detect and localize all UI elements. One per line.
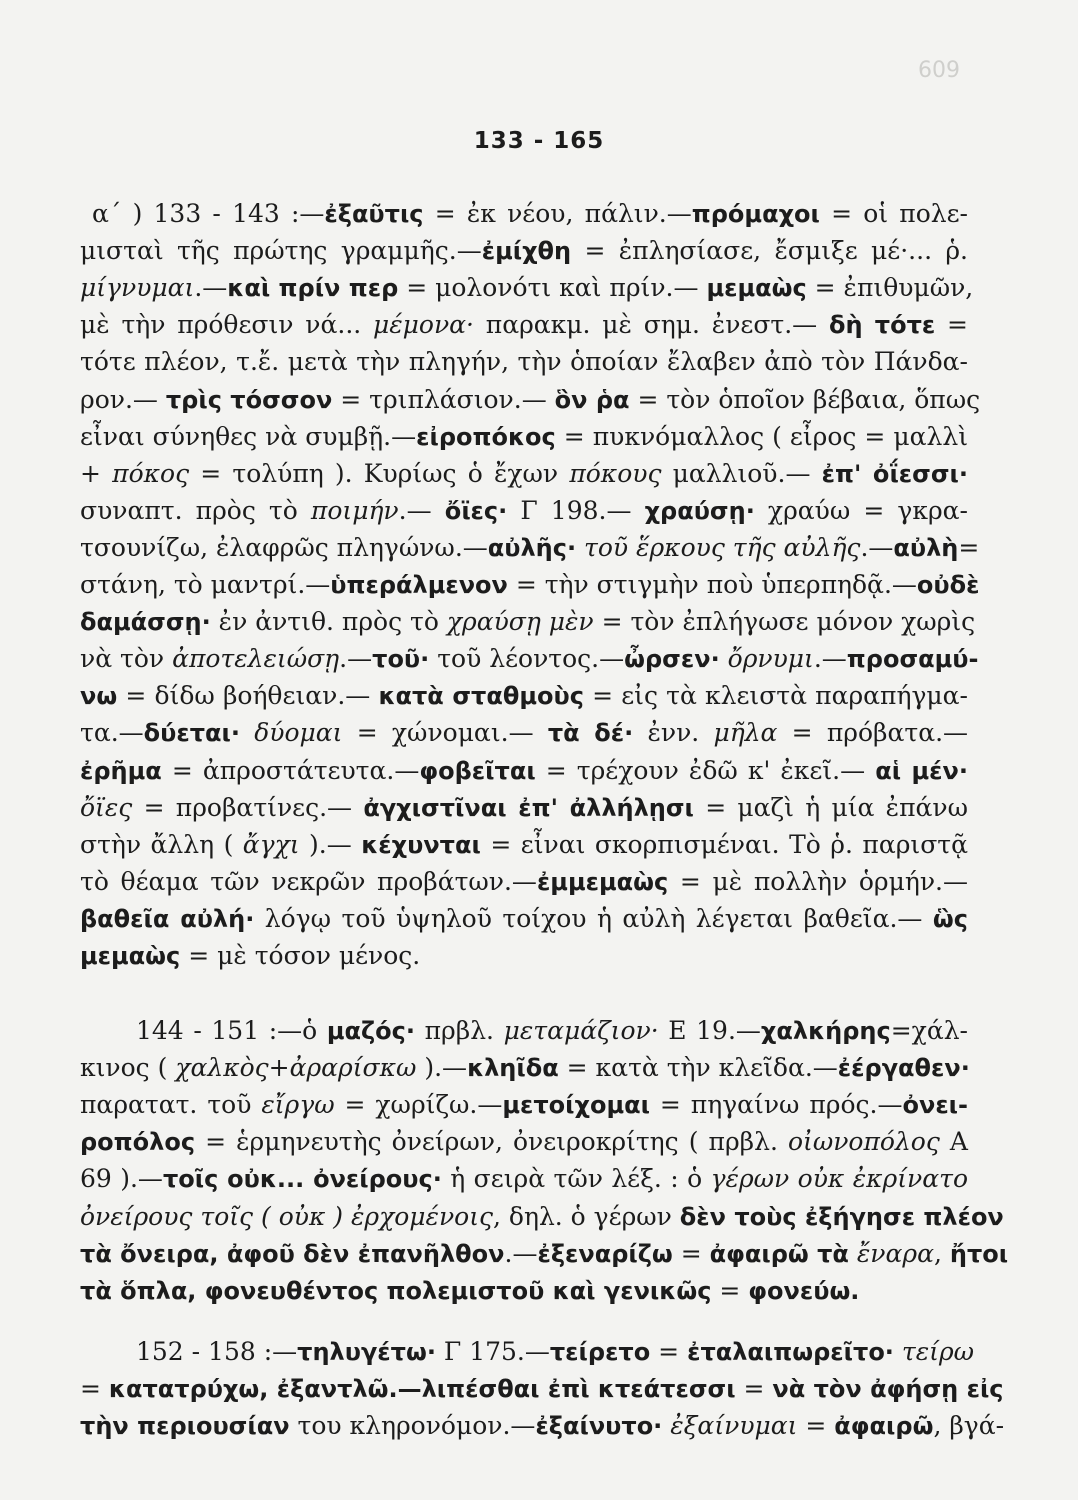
lemma-bold: ἐρῆμα (80, 756, 162, 785)
gloss-italic: εἴργω (261, 1090, 335, 1120)
gloss-italic: τείρω (901, 1337, 975, 1366)
lemma-bold: ὑπεράλμενον (330, 571, 508, 599)
text-run: 152 - 158 :— (136, 1337, 298, 1366)
text-run: = (935, 310, 968, 340)
text-run: μαλλιοῦ.— (661, 458, 822, 488)
text-line (80, 715, 968, 751)
text-run: = χώνομαι.— (342, 718, 548, 748)
lemma-bold: ἐμμεμαὼς (536, 867, 669, 896)
text-line (80, 567, 980, 603)
page-header-verse-range: 133 - 165 (473, 128, 605, 154)
gloss-italic: μῆλα (713, 718, 778, 748)
text-run: ἡ σειρὰ τῶν λέξ. : ὁ (441, 1164, 711, 1194)
faint-page-number: 609 (918, 58, 960, 83)
gloss-italic: ὄϊες (80, 792, 133, 822)
text-run: .— (398, 495, 445, 525)
text-run (720, 644, 728, 673)
text-run: = εἶναι σκορπισμέναι. Τὸ ῥ. παριστᾷ (480, 829, 968, 859)
text-run: 144 - 151 :—ὁ (136, 1016, 327, 1045)
gloss-italic: πόκος (112, 458, 190, 488)
text-line (136, 1013, 968, 1049)
text-line (80, 1087, 968, 1123)
text-run: = προβατίνες.— (132, 792, 364, 822)
lemma-bold: πρόμαχοι (691, 200, 820, 228)
text-run: τότε πλέον, τ.ἔ. μετὰ τὴν πληγήν, τὴν ὁποίαν ἔλαβεν ἀπὸ τὸν Πάνδα- (80, 347, 968, 377)
text-run: τα.— (80, 718, 144, 748)
text-run: = τολύπη ). Κυρίως ὁ ἔχων (189, 458, 570, 488)
text-run: Α (939, 1127, 968, 1157)
text-run: = πυκνόμαλλος ( εἶρος = μαλλὶ (555, 421, 968, 451)
text-run (894, 1337, 902, 1366)
text-run: χραύω = γκρα- (754, 495, 968, 525)
text-run: του κληρονόμον.— (289, 1411, 536, 1441)
text-run: Γ 198.— (507, 495, 645, 525)
text-line (136, 1334, 975, 1370)
text-run: στὴν ἄλλη ( (80, 829, 243, 859)
text-run: ).— (416, 1053, 468, 1083)
lemma-bold: αὐλῆς· (487, 533, 577, 562)
lemma-bold: φοβεῖται (419, 756, 536, 785)
lemma-bold: δύεται· (143, 719, 240, 748)
text-line (80, 604, 976, 640)
lemma-bold: τὰ δέ· (547, 719, 634, 748)
lemma-bold: ὃν ῥα (554, 385, 630, 414)
lemma-bold: νω (80, 682, 118, 711)
lemma-bold: ἐπ' ὀΐεσσι· (821, 459, 968, 488)
lemma-bold: προσαμύ- (846, 645, 979, 674)
text-run: = μαζὶ ἡ μία ἐπάνω (693, 792, 968, 822)
gloss-italic: πόκους (569, 458, 662, 488)
text-line (80, 753, 968, 789)
lemma-bold: ροπόλος (80, 1128, 196, 1157)
text-run: τοῦ λέοντος.— (429, 644, 625, 674)
gloss-italic: ποιμήν (310, 495, 399, 525)
text-run: = πρόβατα.— (777, 718, 969, 748)
lemma-bold: ἀφαιρῶ (834, 1412, 934, 1441)
lemma-bold: ἀφαιρῶ τὰ (709, 1239, 849, 1268)
text-run: = μὲ πολλὴν ὁρμήν.— (668, 866, 968, 896)
text-run: ἐν ἀντιθ. πρὸς τὸ (210, 607, 447, 637)
lemma-bold: κληῖδα (467, 1054, 559, 1083)
lemma-bold: καὶ πρίν περ (227, 274, 399, 303)
text-run: = τρέχουν ἐδῶ κ' ἐκεῖ.— (535, 755, 876, 785)
lemma-bold: τείρετο (549, 1338, 651, 1366)
lemma-bold: τρὶς τόσσον (165, 385, 333, 414)
text-run: τσουνίζω, ἐλαφρῶς πληγώνω.— (80, 532, 488, 562)
lemma-bold: δὲν τοὺς ἐξήγησε πλέον (679, 1202, 1004, 1231)
lemma-bold: ἐταλαιπωρεῖτο· (687, 1338, 894, 1366)
text-run (240, 718, 254, 747)
lemma-bold: τὰ ὄνειρα, ἀφοῦ δὲν ἐπανῆλθον (80, 1239, 505, 1268)
text-line (80, 1236, 1009, 1272)
text-line (80, 1199, 1004, 1235)
lemma-bold: μαζός· (326, 1017, 415, 1045)
text-line (80, 456, 968, 492)
text-run: παρακμ. μὲ σημ. ἐνεστ.— (474, 310, 829, 340)
text-run: .— (504, 1238, 538, 1268)
text-run: = μὲ τόσον μένος. (180, 941, 421, 970)
text-run: , δηλ. ὁ γέρων (493, 1201, 680, 1231)
text-run (576, 533, 584, 562)
text-line (80, 641, 979, 677)
lemma-bold: χραύσῃ· (644, 496, 755, 525)
text-run: + (80, 458, 113, 488)
lemma-bold: ἤτοι (949, 1239, 1009, 1268)
text-run: = τριπλάσιον.— (332, 384, 555, 414)
text-line (80, 307, 968, 343)
text-line (80, 1408, 1005, 1444)
text-line (80, 938, 968, 974)
text-line (80, 530, 980, 566)
text-run: λόγῳ τοῦ ὑψηλοῦ τοίχου ἡ αὐλὴ λέγεται βαθεῖα.— (254, 903, 933, 933)
text-run: τὸ θέαμα τῶν νεκρῶν προβάτων.— (80, 866, 537, 896)
text-line (80, 344, 968, 380)
gloss-italic: οἰωνοπόλος (787, 1127, 940, 1157)
text-run: πρβλ. (415, 1016, 504, 1045)
gloss-italic: ὄρνυμι (727, 644, 814, 674)
text-run: = (80, 1374, 109, 1404)
lemma-bold: κατὰ σταθμοὺς (378, 682, 584, 711)
text-line (80, 790, 968, 826)
text-line (80, 419, 968, 455)
text-run: = (958, 532, 980, 562)
lemma-bold: ἐμίχθη (481, 237, 572, 266)
text-run: = ἐκ νέου, πάλιν.— (423, 199, 692, 228)
text-run: = (711, 1275, 749, 1305)
gloss-italic: ἐξαίνυμαι (670, 1411, 798, 1441)
text-run: ρον.— (80, 384, 166, 414)
lemma-bold: κατατρύχω, ἐξαντλῶ.—λιπέσθαι ἐπὶ κτεάτεσσι (108, 1375, 736, 1404)
lemma-bold: αἱ μέν· (875, 756, 969, 785)
lemma-bold: ὦρσεν· (624, 645, 720, 674)
lemma-bold: ὄϊες· (444, 496, 508, 525)
lemma-bold: ἐξαῦτις (324, 200, 424, 228)
lemma-bold: χαλκήρης (760, 1017, 891, 1045)
text-run: .— (813, 644, 847, 674)
text-run: = οἱ πολε- (819, 199, 968, 228)
text-run (849, 1239, 857, 1268)
text-run: = ἐπιθυμῶν, (806, 273, 974, 303)
lemma-bold: μεμαὼς (706, 274, 807, 303)
text-line (80, 1050, 968, 1086)
lemma-bold: οὐδὲ (916, 571, 980, 599)
gloss-italic: δύομαι (254, 718, 343, 748)
text-run: = μολονότι καὶ πρίν.— (398, 273, 707, 303)
text-run: στάνη, τὸ μαντρί.— (80, 570, 331, 599)
text-line (80, 678, 968, 714)
text-run: Ε 19.— (658, 1016, 761, 1045)
text-line (80, 901, 968, 937)
text-run: παρατατ. τοῦ (80, 1090, 262, 1120)
text-line (92, 196, 968, 232)
text-run: =χάλ- (890, 1016, 968, 1045)
lemma-bold: βαθεῖα αὐλή· (80, 904, 255, 933)
gloss-italic: χαλκὸς+ἀραρίσκω (175, 1053, 417, 1083)
text-run: , βγά- (933, 1411, 1005, 1441)
text-run: εἶναι σύνηθες νὰ συμβῇ.— (80, 421, 417, 451)
gloss-italic: γέρων οὐκ ἐκρίνατο (710, 1164, 968, 1194)
text-line (80, 1371, 1004, 1407)
text-run: = ἐπλησίασε, ἔσμιξε μέ·... ῥ. (571, 236, 969, 266)
text-run: .— (860, 532, 894, 562)
lemma-bold: εἰροπόκος (416, 422, 556, 451)
text-run: α΄ ) 133 - 143 :— (92, 199, 325, 228)
text-run: .— (194, 273, 228, 303)
lemma-bold: μετοίχομαι (502, 1091, 650, 1120)
text-run: μισταὶ τῆς πρώτης γραμμῆς.— (80, 236, 482, 266)
text-line (80, 233, 968, 269)
gloss-italic: χραύσῃ μὲν (446, 607, 594, 637)
lemma-bold: αὐλὴ (893, 533, 959, 562)
gloss-italic: τοῦ ἕρκους τῆς αὐλῆς (584, 532, 861, 562)
gloss-italic: ἀποτελειώσῃ (172, 644, 340, 674)
text-run: = (672, 1238, 710, 1268)
text-run: νὰ τὸν (80, 644, 173, 674)
lemma-bold: νὰ τὸν ἀφήσῃ εἰς (772, 1375, 1004, 1404)
text-run: Γ 175.— (435, 1337, 550, 1366)
lemma-bold: ἐξαίνυτο· (535, 1412, 663, 1441)
gloss-italic: μεταμάζιον· (503, 1016, 659, 1045)
text-run: , (933, 1238, 950, 1268)
lemma-bold: φονεύω. (748, 1276, 860, 1305)
lemma-bold: ἐέργαθεν· (837, 1054, 970, 1083)
text-line (80, 382, 981, 418)
text-run: = τὸν ὁποῖον βέβαια, ὅπως (629, 384, 981, 414)
lemma-bold: τὰ ὅπλα, φονευθέντος πολεμιστοῦ καὶ γενικῶς (80, 1276, 712, 1305)
text-run: = δίδω βοήθειαν.— (117, 681, 379, 711)
text-run: μὲ τὴν πρόθεσιν νά... (80, 310, 373, 340)
text-run: = τὸν ἐπλήγωσε μόνον χωρὶς (593, 607, 976, 637)
lemma-bold: τηλυγέτω· (297, 1338, 436, 1366)
lemma-bold: τοῖς οὐκ... ὀνείρους· (162, 1165, 442, 1194)
text-line (80, 1124, 968, 1160)
text-run: .— (339, 644, 373, 674)
gloss-italic: ὀνείρους τοῖς ( οὐκ ) ἐρχομένοις (80, 1201, 494, 1231)
gloss-italic: μέμονα· (373, 310, 474, 340)
text-run: ἐνν. (633, 718, 714, 748)
text-run: = (797, 1411, 835, 1441)
lemma-bold: δὴ τότε (828, 311, 936, 340)
lemma-bold: τὴν περιουσίαν (80, 1412, 290, 1441)
lemma-bold: τοῦ· (372, 645, 430, 674)
text-run: = (650, 1337, 688, 1366)
lemma-bold: μεμαὼς (80, 942, 181, 970)
text-line (80, 1161, 968, 1197)
text-run: = κατὰ τὴν κλεῖδα.— (558, 1053, 838, 1083)
lemma-bold: ὀνει- (902, 1091, 968, 1120)
text-line (80, 270, 974, 306)
lemma-bold: κέχυνται (361, 830, 481, 859)
text-line (80, 864, 968, 900)
text-run: = ἑρμηνευτὴς ὀνείρων, ὀνειροκρίτης ( πρβλ. (195, 1127, 788, 1157)
text-line (80, 1273, 968, 1309)
text-run: = (735, 1374, 773, 1404)
lemma-bold: ὣς (932, 904, 968, 933)
text-run: = πηγαίνω πρός.— (649, 1090, 903, 1120)
text-run: = ἀπροστάτευτα.— (161, 755, 420, 785)
gloss-italic: ἔναρα (856, 1238, 934, 1268)
text-run: ).— (299, 829, 362, 859)
text-line (80, 827, 968, 863)
text-run: = εἰς τὰ κλειστὰ παραπήγμα- (583, 681, 968, 711)
text-run: κινος ( (80, 1053, 176, 1083)
text-run: συναπτ. πρὸς τὸ (80, 495, 311, 525)
text-run: = τὴν στιγμὴν ποὺ ὑπερπηδᾷ.— (507, 570, 917, 599)
text-run: 69 ).— (80, 1164, 163, 1194)
text-line (80, 493, 968, 529)
text-run: = χωρίζω.— (334, 1090, 503, 1120)
gloss-italic: ἄγχι (242, 829, 300, 859)
lemma-bold: ἐξεναρίζω (537, 1239, 673, 1268)
gloss-italic: μίγνυμαι (80, 273, 195, 303)
lemma-bold: δαμάσσῃ· (80, 608, 211, 637)
lemma-bold: ἀγχιστῖναι ἐπ' ἀλλήλῃσι (363, 793, 694, 822)
